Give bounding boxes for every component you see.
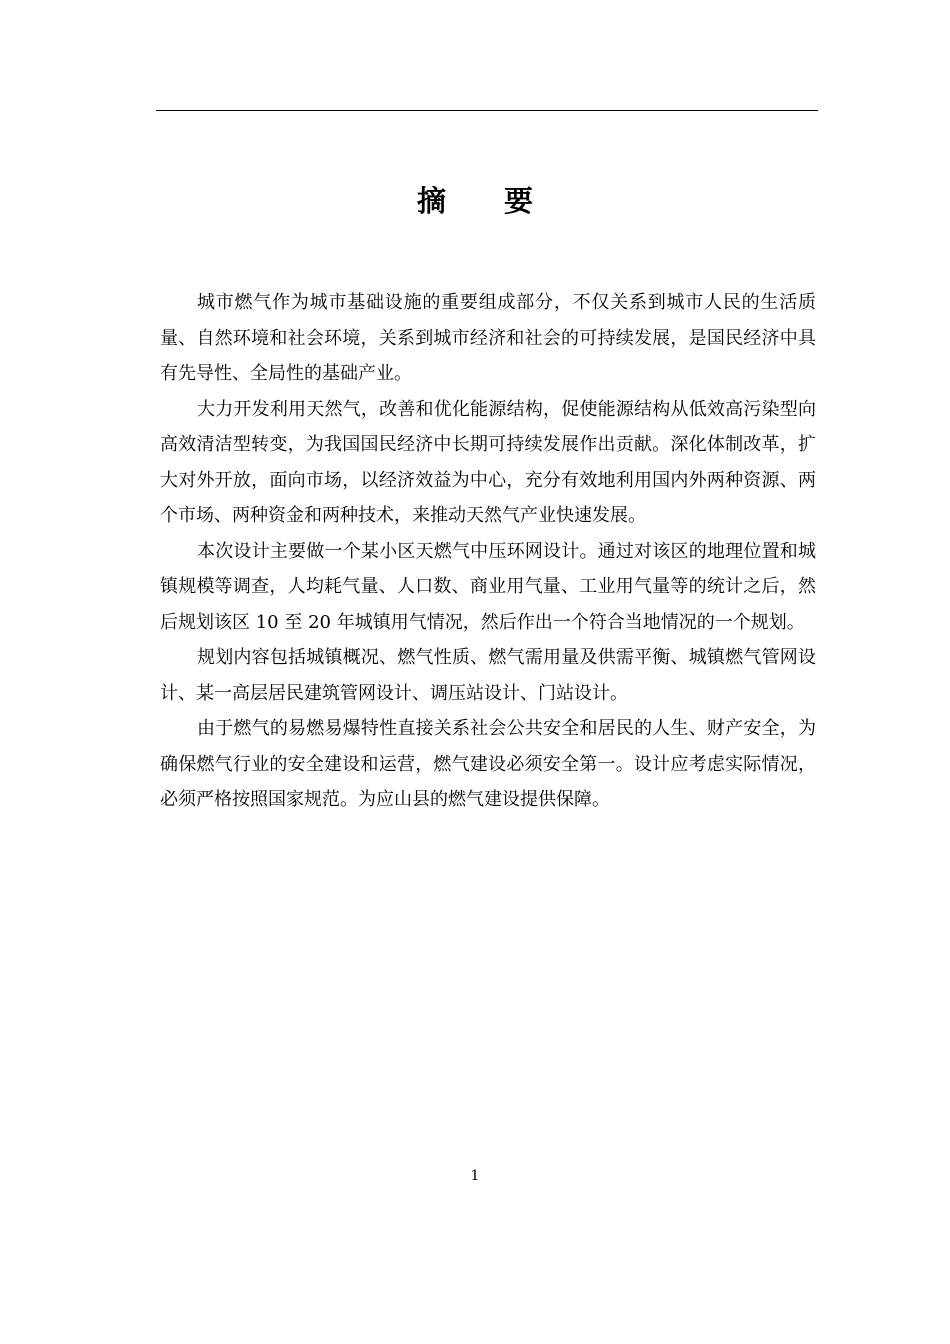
title-char-2: 要 (504, 184, 534, 218)
header-rule (156, 110, 818, 111)
abstract-paragraph-4: 规划内容包括城镇概况、燃气性质、燃气需用量及供需平衡、城镇燃气管网设计、某一高层居民建筑管网设计、调压站设计、门站设计。 (160, 647, 816, 704)
page-number: 1 (470, 1168, 480, 1184)
title-char-1: 摘 (416, 184, 446, 218)
page-title (0, 181, 950, 221)
abstract-body (160, 285, 816, 818)
abstract-paragraph-1: 城市燃气作为城市基础设施的重要组成部分，不仅关系到城市人民的生活质量、自然环境和社会环境，关系到城市经济和社会的可持续发展，是国民经济中具有先导性、全局性的基础产业。 (160, 292, 816, 384)
abstract-paragraph-5: 由于燃气的易燃易爆特性直接关系社会公共安全和居民的人生、财产安全，为确保燃气行业的安全建设和运营，燃气建设必须安全第一。设计应考虑实际情况，必须严格按照国家规范。为应山县的燃气建设提供保障。 (160, 718, 816, 810)
abstract-paragraph-2: 大力开发利用天然气，改善和优化能源结构，促使能源结构从低效高污染型向高效清洁型转变，为我国国民经济中长期可持续发展作出贡献。深化体制改革，扩大对外开放，面向市场，以经济效益为中心，充分有效地利用国内外两种资源、两个市场、两种资金和两种技术，来推动天然气产业快速发展。 (160, 398, 816, 526)
abstract-paragraph-3: 本次设计主要做一个某小区天燃气中压环网设计。通过对该区的地理位置和城镇规模等调查，人均耗气量、人口数、商业用气量、工业用气量等的统计之后，然后规划该区 10 至 20 年城镇用气情况，然后作出一个符合当地情况的一个规划。 (160, 540, 816, 633)
